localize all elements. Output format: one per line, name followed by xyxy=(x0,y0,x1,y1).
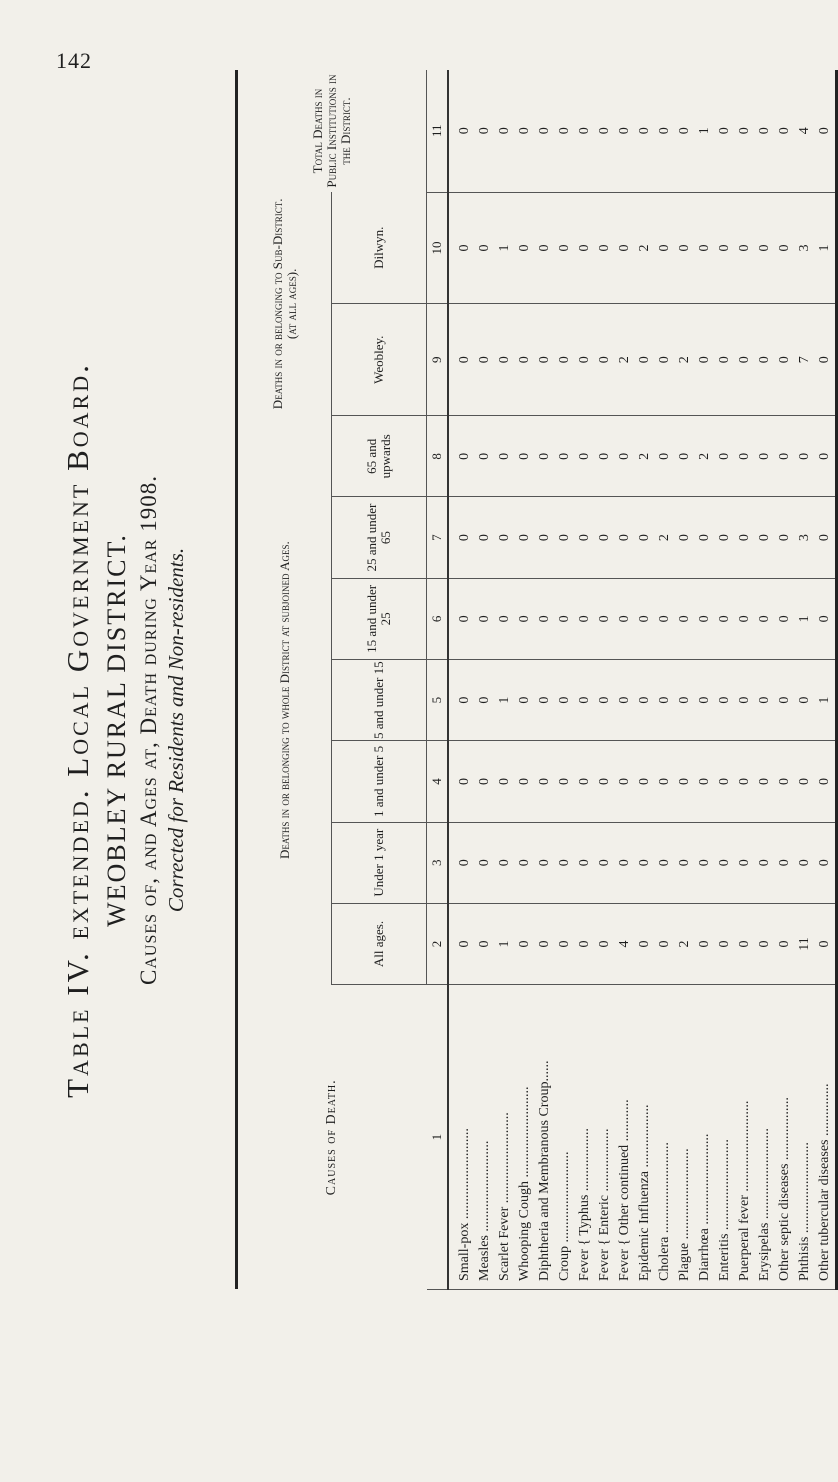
table-cell: 0 xyxy=(737,534,752,542)
table-cell: 0 xyxy=(657,452,672,460)
header-under-1: Under 1 year xyxy=(332,822,427,903)
table-cell: 0 xyxy=(637,615,652,623)
table-cell: 0 xyxy=(537,940,552,948)
table-cell: 0 xyxy=(817,859,832,867)
col-number: 3 xyxy=(427,822,449,903)
table-cell: 0 xyxy=(537,696,552,704)
table-cell: 0 xyxy=(457,356,472,364)
table-cell: 0 xyxy=(717,777,732,785)
cause-label: Plague .......................... xyxy=(677,1148,692,1281)
table-cell: 0 xyxy=(477,940,492,948)
table-cell: 0 xyxy=(637,534,652,542)
table-cell: 0 xyxy=(777,859,792,867)
table-cell: 0 xyxy=(757,127,772,135)
cause-label: Epidemic Influenza .................. xyxy=(637,1104,652,1281)
cause-label: Whooping Cough .......................... xyxy=(517,1086,532,1281)
table-cell: 0 xyxy=(477,127,492,135)
table-cell: 0 xyxy=(677,244,692,252)
table-cell: 2 xyxy=(657,534,672,542)
table-cell: 0 xyxy=(557,244,572,252)
table-cell: 0 xyxy=(577,244,592,252)
table-cell: 0 xyxy=(577,534,592,542)
table-cell: 0 xyxy=(717,127,732,135)
title-block xyxy=(60,60,188,1400)
table-title: Table IV. extended. Local Government Board. xyxy=(60,362,95,1098)
table-cell: 0 xyxy=(597,940,612,948)
table-cell: 0 xyxy=(617,127,632,135)
table-cell: 0 xyxy=(757,244,772,252)
table-cell: 0 xyxy=(557,859,572,867)
cause-label: Enteritis .......................... xyxy=(717,1139,732,1281)
table-cell: 7 xyxy=(797,356,812,364)
table-cell: 0 xyxy=(457,452,472,460)
table-cell: 0 xyxy=(677,777,692,785)
header-5-to-15: 5 and under 15 xyxy=(332,660,427,741)
table-cell: 0 xyxy=(757,534,772,542)
table-cell: 0 xyxy=(477,534,492,542)
header-all-ages: All ages. xyxy=(332,903,427,984)
table-cell: 2 xyxy=(677,940,692,948)
table-cell: 0 xyxy=(817,452,832,460)
table-cell: 0 xyxy=(797,859,812,867)
table-cell: 0 xyxy=(657,127,672,135)
table-cell: 0 xyxy=(617,244,632,252)
table-cell: 0 xyxy=(517,615,532,623)
table-cell: 11 xyxy=(797,937,812,951)
table-cell: 0 xyxy=(677,615,692,623)
table-cell: 0 xyxy=(717,534,732,542)
table-cell: 1 xyxy=(497,244,512,252)
table-cell: 0 xyxy=(597,127,612,135)
table-cell: 0 xyxy=(457,615,472,623)
causes-column xyxy=(448,985,837,1290)
table-cell: 0 xyxy=(497,777,512,785)
table-cell: 0 xyxy=(637,356,652,364)
table-cell: 0 xyxy=(777,940,792,948)
col-number: 4 xyxy=(427,741,449,822)
mortality-table xyxy=(235,70,838,1290)
col-number: 2 xyxy=(427,903,449,984)
table-cell: 0 xyxy=(497,534,512,542)
table-cell: 0 xyxy=(697,859,712,867)
cause-label: Scarlet Fever .......................... xyxy=(497,1112,512,1281)
col-number: 6 xyxy=(427,578,449,659)
table-cell: 3 xyxy=(797,534,812,542)
table-cell: 0 xyxy=(737,859,752,867)
table-cell: 0 xyxy=(717,859,732,867)
table-cell: 1 xyxy=(697,127,712,135)
table-cell: 0 xyxy=(537,127,552,135)
table-cell: 0 xyxy=(557,696,572,704)
table-cell: 0 xyxy=(717,452,732,460)
header-weobley: Weobley. xyxy=(332,304,427,416)
table-cell: 0 xyxy=(517,859,532,867)
col-number: 9 xyxy=(427,304,449,416)
table-cell: 0 xyxy=(797,452,812,460)
table-cell: 0 xyxy=(477,777,492,785)
table-cell: 0 xyxy=(497,127,512,135)
table-cell: 0 xyxy=(717,244,732,252)
table-cell: 0 xyxy=(617,859,632,867)
table-cell: 0 xyxy=(477,696,492,704)
table-cell: 0 xyxy=(677,859,692,867)
values-1-to-5 xyxy=(448,741,837,822)
table-cell: 0 xyxy=(557,534,572,542)
values-dilwyn xyxy=(448,192,837,304)
table-cell: 0 xyxy=(637,777,652,785)
table-cell: 0 xyxy=(677,696,692,704)
table-cell: 0 xyxy=(637,696,652,704)
col-number: 11 xyxy=(427,70,449,192)
values-institutions xyxy=(448,70,837,192)
table-cell: 0 xyxy=(597,859,612,867)
table-cell: 0 xyxy=(697,244,712,252)
table-cell: 0 xyxy=(477,244,492,252)
table-cell: 0 xyxy=(577,615,592,623)
table-cell: 0 xyxy=(577,859,592,867)
table-cell: 0 xyxy=(477,859,492,867)
table-cell: 0 xyxy=(777,452,792,460)
table-cell: 0 xyxy=(617,696,632,704)
table-cell: 0 xyxy=(697,615,712,623)
col-number: 8 xyxy=(427,416,449,497)
table-cell: 0 xyxy=(717,940,732,948)
header-causes: Causes of Death. xyxy=(324,1079,340,1196)
table-cell: 0 xyxy=(457,244,472,252)
table-cell: 0 xyxy=(637,940,652,948)
table-cell: 0 xyxy=(737,940,752,948)
table-cell: 0 xyxy=(817,615,832,623)
table-cell: 0 xyxy=(817,777,832,785)
table-cell: 0 xyxy=(717,696,732,704)
table-cell: 0 xyxy=(777,696,792,704)
table-cell: 2 xyxy=(637,452,652,460)
table-cell: 0 xyxy=(657,615,672,623)
table-cell: 0 xyxy=(657,940,672,948)
table-cell: 0 xyxy=(537,615,552,623)
table-cell: 0 xyxy=(517,244,532,252)
rotated-page-content xyxy=(60,60,832,1400)
table-cell: 0 xyxy=(597,452,612,460)
table-cell: 0 xyxy=(577,356,592,364)
table-cell: 0 xyxy=(517,534,532,542)
table-cell: 0 xyxy=(457,859,472,867)
table-cell: 0 xyxy=(537,356,552,364)
cause-label: Other tubercular diseases ............... xyxy=(817,1083,832,1281)
table-cell: 0 xyxy=(757,859,772,867)
table-cell: 1 xyxy=(497,940,512,948)
table-cell: 0 xyxy=(737,127,752,135)
table-cell: 0 xyxy=(777,244,792,252)
table-cell: 0 xyxy=(657,696,672,704)
table-cell: 0 xyxy=(697,777,712,785)
table-cell: 1 xyxy=(797,615,812,623)
district-name: WEOBLEY RURAL DISTRICT. xyxy=(102,533,131,927)
table-cell: 0 xyxy=(737,244,752,252)
table-cell: 0 xyxy=(577,696,592,704)
table-note: Corrected for Residents and Non-residents. xyxy=(164,547,188,913)
table-cell: 0 xyxy=(777,777,792,785)
table-cell: 0 xyxy=(457,696,472,704)
table-cell: 0 xyxy=(817,940,832,948)
table-cell: 0 xyxy=(797,777,812,785)
values-weobley xyxy=(448,304,837,416)
table-cell: 0 xyxy=(617,452,632,460)
table-cell: 0 xyxy=(757,452,772,460)
table-cell: 0 xyxy=(577,452,592,460)
values-65-up xyxy=(448,416,837,497)
table-cell: 0 xyxy=(657,777,672,785)
table-cell: 2 xyxy=(697,452,712,460)
table-cell: 0 xyxy=(597,615,612,623)
table-cell: 4 xyxy=(617,940,632,948)
table-cell: 0 xyxy=(517,777,532,785)
cause-label: Croup .......................... xyxy=(557,1151,572,1281)
table-cell: 0 xyxy=(697,534,712,542)
table-cell: 0 xyxy=(777,534,792,542)
values-5-to-15 xyxy=(448,660,837,741)
table-cell: 0 xyxy=(637,127,652,135)
cause-label: Diphtheria and Membranous Croup...... xyxy=(537,1060,552,1281)
table-cell: 0 xyxy=(557,615,572,623)
table-cell: 0 xyxy=(457,534,472,542)
values-15-to-25 xyxy=(448,578,837,659)
table-cell: 0 xyxy=(697,940,712,948)
table-cell: 0 xyxy=(617,534,632,542)
cause-label: Puerperal fever .......................... xyxy=(737,1100,752,1281)
cause-label: Fever { Typhus .................. xyxy=(577,1128,592,1281)
table-cell: 0 xyxy=(737,452,752,460)
table-cell: 0 xyxy=(517,696,532,704)
table-cell: 0 xyxy=(657,859,672,867)
table-cell: 0 xyxy=(657,356,672,364)
cause-label: Diarrhœa .......................... xyxy=(697,1133,712,1281)
values-under-1 xyxy=(448,822,837,903)
header-subdistrict-group: Deaths in or belonging to Sub-District. (at all ages). xyxy=(237,192,332,416)
header-institutions: Total Deaths in Public Institutions in the District. xyxy=(237,70,427,192)
table-cell: 0 xyxy=(737,777,752,785)
table-cell: 0 xyxy=(817,356,832,364)
table-cell: 0 xyxy=(677,534,692,542)
table-cell: 0 xyxy=(457,777,472,785)
table-cell: 0 xyxy=(577,940,592,948)
table-cell: 0 xyxy=(517,356,532,364)
table-cell: 3 xyxy=(797,244,812,252)
table-cell: 0 xyxy=(697,696,712,704)
table-cell: 0 xyxy=(537,244,552,252)
table-cell: 0 xyxy=(457,127,472,135)
table-cell: 0 xyxy=(537,534,552,542)
table-cell: 0 xyxy=(597,777,612,785)
table-cell: 0 xyxy=(577,777,592,785)
table-cell: 2 xyxy=(677,356,692,364)
table-cell: 0 xyxy=(797,696,812,704)
table-cell: 0 xyxy=(677,452,692,460)
table-subtitle: Causes of, and Ages at, Death during Year 1908. xyxy=(136,475,161,985)
table-cell: 0 xyxy=(497,859,512,867)
page-number: 142 xyxy=(56,48,92,73)
header-1-to-5: 1 and under 5 xyxy=(332,741,427,822)
values-all-ages xyxy=(448,903,837,984)
header-dilwyn: Dilwyn. xyxy=(332,192,427,304)
table-cell: 0 xyxy=(597,356,612,364)
table-cell: 0 xyxy=(757,940,772,948)
cause-label: Phthisis .......................... xyxy=(797,1142,812,1281)
table-cell: 0 xyxy=(617,615,632,623)
values-25-to-65 xyxy=(448,497,837,578)
header-25-to-65: 25 and under 65 xyxy=(332,497,427,578)
table-cell: 0 xyxy=(597,534,612,542)
table-cell: 0 xyxy=(757,356,772,364)
table-cell: 0 xyxy=(457,940,472,948)
table-cell: 0 xyxy=(817,534,832,542)
table-cell: 0 xyxy=(557,356,572,364)
table-cell: 0 xyxy=(717,615,732,623)
col-number: 7 xyxy=(427,497,449,578)
table-cell: 1 xyxy=(817,244,832,252)
cause-label: Cholera .......................... xyxy=(657,1142,672,1281)
table-cell: 0 xyxy=(557,127,572,135)
table-cell: 0 xyxy=(757,615,772,623)
table-cell: 0 xyxy=(537,859,552,867)
table-cell: 0 xyxy=(497,356,512,364)
table-cell: 0 xyxy=(757,777,772,785)
table-cell: 1 xyxy=(817,696,832,704)
cause-label: Fever { Other continued ............ xyxy=(617,1099,632,1281)
table-cell: 0 xyxy=(777,615,792,623)
table-cell: 0 xyxy=(537,452,552,460)
table-cell: 0 xyxy=(697,356,712,364)
table-cell: 0 xyxy=(737,696,752,704)
table-cell: 0 xyxy=(757,696,772,704)
table-cell: 0 xyxy=(477,356,492,364)
table-cell: 0 xyxy=(577,127,592,135)
table-cell: 0 xyxy=(557,940,572,948)
table-cell: 2 xyxy=(637,244,652,252)
table-cell: 1 xyxy=(497,696,512,704)
cause-label: Erysipelas .......................... xyxy=(757,1128,772,1281)
table-cell: 0 xyxy=(717,356,732,364)
table-cell: 0 xyxy=(777,127,792,135)
table-cell: 0 xyxy=(517,127,532,135)
table-cell: 0 xyxy=(537,777,552,785)
table-cell: 0 xyxy=(617,777,632,785)
table-cell: 0 xyxy=(477,615,492,623)
table-cell: 0 xyxy=(557,777,572,785)
header-65-up: 65 and upwards xyxy=(332,416,427,497)
col-number: 5 xyxy=(427,660,449,741)
header-15-to-25: 15 and under 25 xyxy=(332,578,427,659)
table-cell: 0 xyxy=(777,356,792,364)
header-ages-group: Deaths in or belonging to whole District at subjoined Ages. xyxy=(237,416,332,985)
table-cell: 4 xyxy=(797,127,812,135)
table-cell: 0 xyxy=(497,452,512,460)
col-number: 1 xyxy=(427,985,449,1290)
table-cell: 0 xyxy=(497,615,512,623)
table-cell: 0 xyxy=(737,356,752,364)
table-cell: 0 xyxy=(737,615,752,623)
table-cell: 0 xyxy=(597,696,612,704)
table-cell: 0 xyxy=(677,127,692,135)
table-cell: 0 xyxy=(817,127,832,135)
table-cell: 0 xyxy=(557,452,572,460)
table-cell: 0 xyxy=(477,452,492,460)
cause-label: Measles .......................... xyxy=(477,1140,492,1281)
cause-label: Small-pox .......................... xyxy=(457,1128,472,1281)
table-cell: 2 xyxy=(617,356,632,364)
cause-label: Fever { Enteric .................. xyxy=(597,1128,612,1281)
table-cell: 0 xyxy=(517,452,532,460)
col-number: 10 xyxy=(427,192,449,304)
table-cell: 0 xyxy=(657,244,672,252)
table-cell: 0 xyxy=(597,244,612,252)
cause-label: Other septic diseases .................. xyxy=(777,1097,792,1281)
table-cell: 0 xyxy=(637,859,652,867)
table-cell: 0 xyxy=(517,940,532,948)
